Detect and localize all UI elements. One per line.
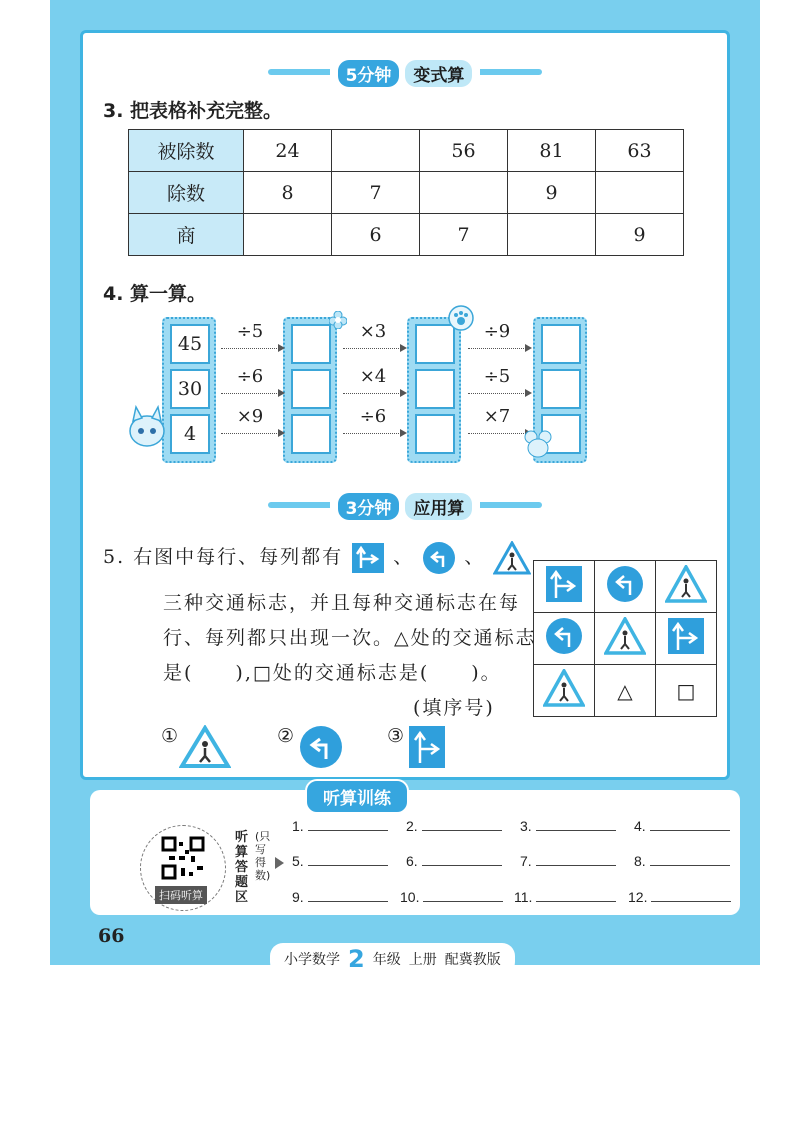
- grid-cell: [534, 665, 595, 717]
- sign-grid: [533, 560, 717, 717]
- page-number: 66: [98, 925, 125, 947]
- grid-cell: [595, 561, 656, 613]
- grid-cell-triangle: △: [595, 665, 656, 717]
- qr-code[interactable]: [140, 825, 226, 911]
- table-cell: 24: [244, 130, 332, 172]
- banner-minutes: 5分钟: [338, 60, 400, 87]
- arrow-icon: [468, 393, 530, 394]
- arrow-icon: [343, 433, 405, 434]
- arrow-icon: [343, 393, 405, 394]
- answer-box[interactable]: [415, 369, 455, 409]
- table-cell: [508, 214, 596, 256]
- table-cell: 9: [508, 172, 596, 214]
- option-1-label: ①: [161, 725, 181, 747]
- answer-box[interactable]: [291, 414, 331, 454]
- banner-title: 应用算: [405, 493, 472, 520]
- listen-item[interactable]: 11.: [514, 889, 616, 905]
- table-cell: 63: [596, 130, 684, 172]
- left-turn-sign-icon: [422, 541, 456, 575]
- section-banner-2: [83, 493, 727, 520]
- table-row: [129, 214, 684, 256]
- banner-minutes: 3分钟: [338, 493, 400, 520]
- footer-edition: 配冀教版: [444, 952, 501, 968]
- option-2-label: ②: [277, 725, 297, 747]
- answer-box[interactable]: [291, 369, 331, 409]
- separator: 、: [393, 546, 415, 568]
- pedestrian-crossing-sign-icon: [665, 565, 707, 603]
- listen-item[interactable]: 5.: [292, 853, 388, 869]
- answer-box[interactable]: [291, 324, 331, 364]
- left-turn-sign-icon: [605, 564, 645, 604]
- q3-table: [128, 129, 684, 256]
- straight-right-sign-icon: [666, 616, 706, 656]
- table-cell: 7: [420, 214, 508, 256]
- play-icon: [275, 857, 284, 869]
- q5-line-1: [103, 541, 531, 575]
- content-area: [80, 30, 730, 780]
- grid-cell: [656, 561, 717, 613]
- table-head: 除数: [129, 172, 244, 214]
- listen-item[interactable]: 6.: [406, 853, 502, 869]
- table-cell: 6: [332, 214, 420, 256]
- q5-line-3: 行、每列都只出现一次。△处的交通标志: [163, 627, 537, 649]
- operation-label: ÷6: [236, 366, 264, 387]
- pedestrian-crossing-sign-icon: [493, 541, 531, 575]
- footer-badge: [270, 943, 515, 975]
- qr-label: 扫码听算: [155, 886, 207, 904]
- table-row: [129, 172, 684, 214]
- grid-cell: [534, 613, 595, 665]
- footer-volume: 上册: [408, 952, 437, 968]
- pedestrian-crossing-sign-icon: [543, 669, 585, 707]
- left-turn-sign-icon: [299, 725, 343, 769]
- grid-cell: [595, 613, 656, 665]
- straight-right-sign-icon: [351, 542, 385, 574]
- arrow-icon: [221, 393, 283, 394]
- input-value: 30: [170, 369, 210, 409]
- answer-box[interactable]: [541, 324, 581, 364]
- answer-column-2: [407, 317, 461, 463]
- grid-cell-square: □: [656, 665, 717, 717]
- table-cell: [596, 172, 684, 214]
- table-cell: [420, 172, 508, 214]
- table-cell: 7: [332, 172, 420, 214]
- arrow-icon: [343, 348, 405, 349]
- left-turn-sign-icon: [544, 616, 584, 656]
- cat-icon: [127, 401, 167, 451]
- q3-title: 3. 把表格补充完整。: [103, 100, 283, 122]
- input-value: 45: [170, 324, 210, 364]
- flower-icon: [329, 311, 347, 329]
- table-row: [129, 130, 684, 172]
- operation-label: ×7: [483, 406, 511, 427]
- listen-item[interactable]: 3.: [520, 818, 616, 834]
- operation-label: ×9: [236, 406, 264, 427]
- mouse-icon: [523, 429, 553, 459]
- q5-line-4: 是( ),□处的交通标志是( )。: [163, 662, 502, 684]
- footer-grade-label: 年级: [372, 952, 401, 968]
- table-cell: [332, 130, 420, 172]
- table-cell: 56: [420, 130, 508, 172]
- listen-item[interactable]: 2.: [406, 818, 502, 834]
- separator: 、: [464, 546, 486, 568]
- qr-icon: [161, 836, 205, 880]
- operation-label: ÷9: [483, 321, 511, 342]
- table-cell: 8: [244, 172, 332, 214]
- answer-column-1: [283, 317, 337, 463]
- table-cell: [244, 214, 332, 256]
- pedestrian-crossing-sign-icon: [179, 725, 231, 769]
- q4-title: 4. 算一算。: [103, 283, 207, 305]
- straight-right-sign-icon: [544, 564, 584, 604]
- q5-note: (填序号): [413, 697, 495, 719]
- answer-box[interactable]: [415, 414, 455, 454]
- paw-icon: [448, 305, 474, 331]
- operation-label: ÷5: [483, 366, 511, 387]
- answer-area-label: 听算答题区: [235, 830, 249, 905]
- banner-title: 变式算: [405, 60, 472, 87]
- grid-cell: [656, 613, 717, 665]
- operation-label: ÷6: [359, 406, 387, 427]
- input-column: [162, 317, 216, 463]
- answer-box[interactable]: [541, 369, 581, 409]
- grid-cell: [534, 561, 595, 613]
- listening-title: 听算训练: [305, 779, 409, 814]
- section-banner-1: [83, 60, 727, 87]
- q5-line-2: 三种交通标志，并且每种交通标志在每: [163, 592, 521, 614]
- page-frame: [50, 0, 760, 973]
- option-3-label: ③: [387, 725, 407, 747]
- listen-item[interactable]: 1.: [292, 818, 388, 834]
- table-cell: 9: [596, 214, 684, 256]
- q5-text: 5. 右图中每行、每列都有: [103, 546, 344, 568]
- arrow-icon: [468, 348, 530, 349]
- listen-item[interactable]: 12.: [628, 889, 731, 905]
- arrow-icon: [221, 433, 283, 434]
- arrow-icon: [468, 433, 530, 434]
- footer-grade: 2: [348, 945, 365, 973]
- listen-item[interactable]: 10.: [400, 889, 503, 905]
- footer-subject: 小学数学: [284, 952, 340, 968]
- operation-label: ×3: [359, 321, 387, 342]
- table-head: 商: [129, 214, 244, 256]
- operation-label: ÷5: [236, 321, 264, 342]
- listen-item[interactable]: 9.: [292, 889, 388, 905]
- listening-panel: [90, 790, 740, 915]
- operation-label: ×4: [359, 366, 387, 387]
- table-cell: 81: [508, 130, 596, 172]
- table-head: 被除数: [129, 130, 244, 172]
- pedestrian-crossing-sign-icon: [604, 617, 646, 655]
- arrow-icon: [221, 348, 283, 349]
- listen-item[interactable]: 4.: [634, 818, 730, 834]
- listen-item[interactable]: 7.: [520, 853, 616, 869]
- input-value: 4: [170, 414, 210, 454]
- straight-right-sign-icon: [408, 725, 446, 769]
- answer-area-note: (只写得数): [255, 830, 271, 882]
- listen-item[interactable]: 8.: [634, 853, 730, 869]
